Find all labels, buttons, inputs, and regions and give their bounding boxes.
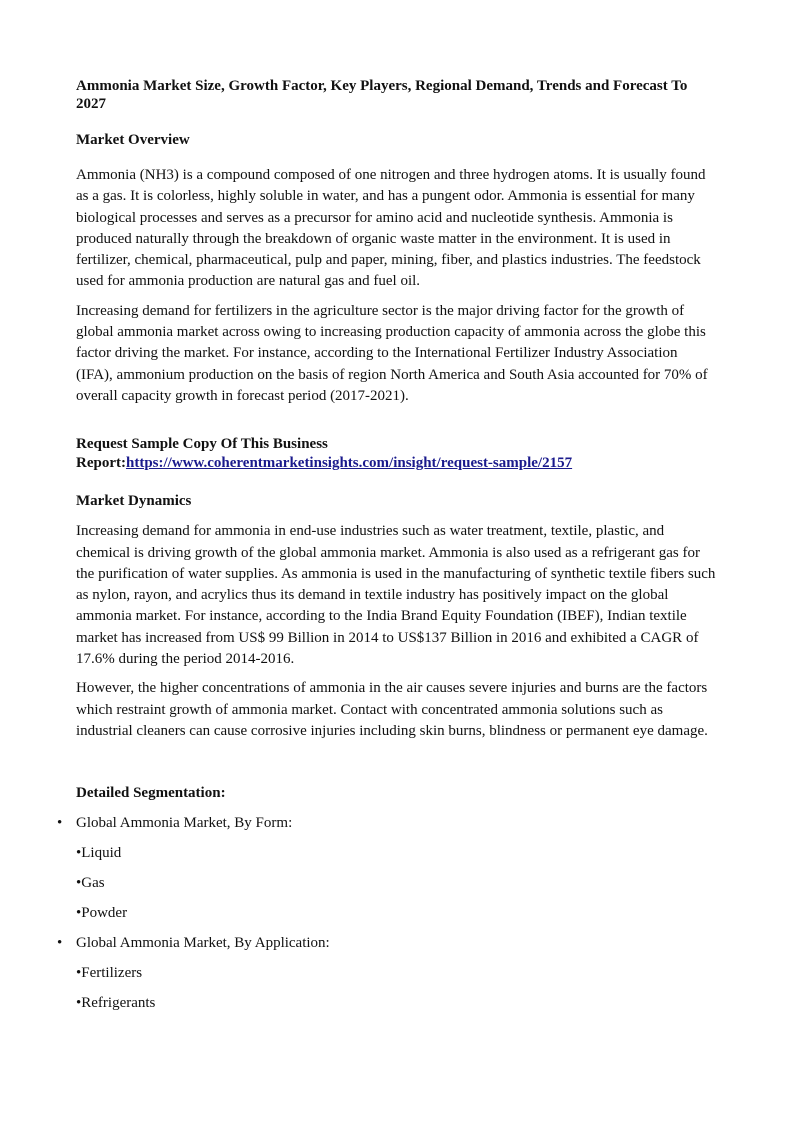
detailed-segmentation-heading: Detailed Segmentation: xyxy=(76,785,226,802)
segment-group-form xyxy=(57,814,718,832)
list-item: •Fertilizers xyxy=(76,965,143,982)
overview-paragraph-1: Ammonia (NH3) is a compound composed of one nitrogen and three hydrogen atoms. It is usually found as a gas. It is colorless, highly soluble in water, and has a pungent odor. Ammonia is essential for many biological processes and serves as a precursor for amino acid and nucleotide synthesis. Ammonia is produced naturally through the breakdown of organic waste matter in the environment. It is used in fertilizer, chemical, pharmaceutical, pulp and paper, mining, fiber, and plastics industries. The feedstock used for ammonia production are natural gas and fuel oil. xyxy=(76,167,706,290)
dynamics-paragraph-1: Increasing demand for ammonia in end-use industries such as water treatment, textile, plastic, and chemical is driving growth of the global ammonia market. Ammonia is also used as a refrigerant gas for the purification of water supplies. As ammonia is used in the manufacturing of synthetic textile fibers such as nylon, rayon, and acrylics thus its demand in textile industry has positively impact on the global ammonia market. For instance, according to the India Brand Equity Foundation (IBEF), Indian textile market has increased from US$ 99 Billion in 2014 to US$137 Billion in 2016 and exhibited a CAGR of 17.6% during the period 2014-2016. xyxy=(76,523,716,668)
bullet-icon: • xyxy=(57,815,63,832)
document-title: Ammonia Market Size, Growth Factor, Key Players, Regional Demand, Trends and Forecast To 2027 xyxy=(76,78,688,112)
request-sample-label: Request Sample Copy Of This Business xyxy=(76,436,328,453)
segment-group-label: Global Ammonia Market, By Application: xyxy=(76,935,330,952)
overview-paragraph-2: Increasing demand for fertilizers in the agriculture sector is the major driving factor for the growth of global ammonia market across owing to increasing production capacity of ammonia across the globe this factor driving the market. For instance, according to the International Fertilizer Industry Association (IFA), ammonium production on the basis of region North America and South Asia accounted for 70% of overall capacity growth in forecast period (2017-2021). xyxy=(76,302,708,404)
dynamics-paragraph-2: However, the higher concentrations of ammonia in the air causes severe injuries and burns are the factors which restraint growth of ammonia market. Contact with concentrated ammonia solutions such as industrial cleaners can cause corrosive injuries including skin burns, blindness or permanent eye damage. xyxy=(76,680,708,739)
request-sample-line-2 xyxy=(76,454,718,473)
segment-group-application xyxy=(57,934,718,952)
market-dynamics-heading: Market Dynamics xyxy=(76,493,192,510)
segment-group-label: Global Ammonia Market, By Form: xyxy=(76,815,293,832)
list-item: •Liquid xyxy=(76,845,122,862)
list-item: •Refrigerants xyxy=(76,995,156,1012)
request-sample-link[interactable]: https://www.coherentmarketinsights.com/insight/request-sample/2157 xyxy=(125,455,573,472)
bullet-icon: • xyxy=(57,935,63,952)
market-overview-heading: Market Overview xyxy=(76,132,190,148)
document-page xyxy=(57,77,718,1012)
request-sample-block xyxy=(76,435,718,473)
list-item: •Gas xyxy=(76,875,105,892)
report-label: Report: xyxy=(76,455,126,472)
list-item: •Powder xyxy=(76,905,128,922)
